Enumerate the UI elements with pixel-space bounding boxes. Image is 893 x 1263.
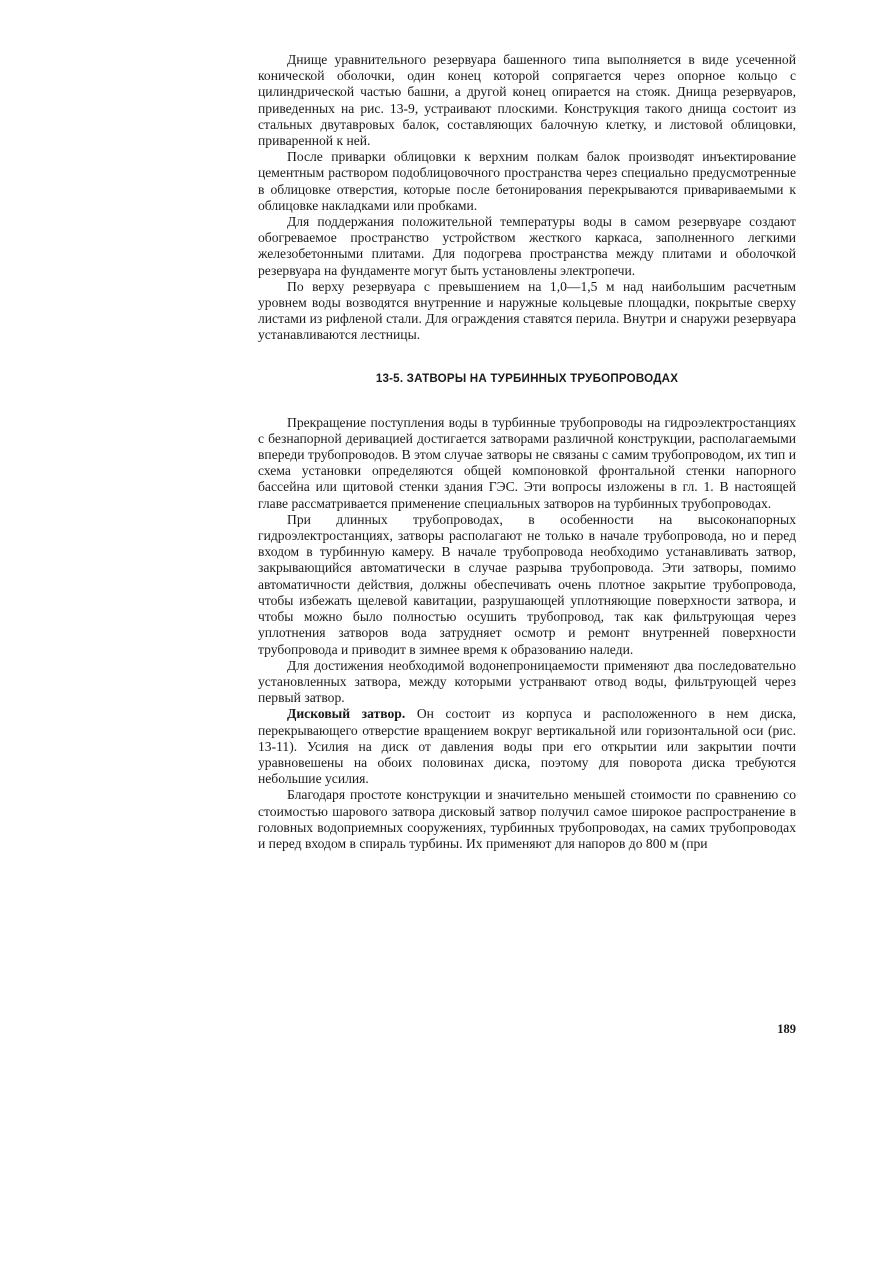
page-body [258,52,796,1036]
paragraph-water-cutoff: Прекращение поступления воды в турбинные трубопроводы на гидроэлектростанциях с безнапорной деривацией достигается затворами различной конструкции, располагаемыми впереди трубопроводов. В этом случае затворы не связаны с самим трубопроводом, их тип и схема установки определяются общей компоновкой фронтальной стенки напорного бассейна или щитовой стенки здания ГЭС. Эти вопросы изложены в гл. 1. В настоящей главе рассматривается применение специальных затворов на турбинных трубопроводах. [258,414,796,511]
disk-valve-lead: Дисковый затвор. [287,706,406,722]
section-heading: 13-5. ЗАТВОРЫ НА ТУРБИННЫХ ТРУБОПРОВОДАХ [375,371,679,385]
page-number: 189 [777,1022,796,1036]
disk-valve-text: Он состоит из корпуса и расположенного в нем диска, перекрывающего отверстие вращением вокруг вертикальной или горизонтальной оси (рис. 13-11). Усилия на диск от давления воды при его открытии или закрытии почти уравновешены на обоих половинах диска, поэтому для поворота диска требуются небольшие усилия. [258,706,796,787]
spacer [258,344,796,372]
paragraph-disk-valve [258,706,796,787]
paragraph-long-pipelines: При длинных трубопроводах, в особенности на высоконапорных гидроэлектростанциях, затворы располагают не только в начале трубопровода, но и перед входом в турбинную камеру. В начале трубопровода необходимо устанавливать затвор, закрывающийся автоматически в случае разрыва трубопровода. Эти затворы, помимо автоматичности действия, должны обеспечивать очень плотное закрытие трубопровода, чтобы избежать щелевой кавитации, разрушающей уплотняющие поверхности затвора, и чтобы можно было полностью осушить трубопровод, так как фильтрующая через уплотнения затворов вода затрудняет осмотр и ремонт внутренней поверхности трубопровода и приводит в зимнее время к образованию наледи. [258,511,796,657]
paragraph-platforms: По верху резервуара с превышением на 1,0—1,5 м над наибольшим расчетным уровнем воды возводятся внутренние и наружные кольцевые площадки, покрытые сверху листами из рифленой стали. Для ограждения ставятся перила. Внутри и снаружи резервуара устанавливаются лестницы. [258,278,796,343]
paragraph-tank-bottom: Днище уравнительного резервуара башенного типа выполняется в виде усеченной конической оболочки, один конец которой сопрягается через опорное кольцо с цилиндрической частью башни, а другой конец опирается на стояк. Днища резервуаров, приведенных на рис. 13-9, устраивают плоскими. Конструкция такого днища состоит из стальных двутавровых балок, составляющих балочную клетку, и листовой облицовки, приваренной к ней. [258,52,796,149]
paragraph-heating: Для поддержания положительной температуры воды в самом резервуаре создают обогреваемое пространство устройством жесткого каркаса, заполненного легкими железобетонными плитами. Для подогрева пространства между плитами и оболочкой резервуара на фундаменте могут быть установлены электропечи. [258,214,796,278]
paragraph-disk-valve-advantages: Благодаря простоте конструкции и значительно меньшей стоимости по сравнению со стоимостью шарового затвора дисковый затвор получил самое широкое распространение в головных водоприемных сооружениях, турбинных трубопроводах, на самих трубопроводах и перед входом в спираль турбины. Их применяют для напоров до 800 м (при [258,787,796,851]
paragraph-injection: После приварки облицовки к верхним полкам балок производят инъектирование цементным раствором подоблицовочного пространства через специально предусмотренные в облицовке отверстия, которые после бетонирования перекрываются привариваемыми к облицовке накладками или пробками. [258,149,796,213]
paragraph-watertightness: Для достижения необходимой водонепроницаемости применяют два последовательно установленных затвора, между которыми устранвают отвод воды, фильтрующей через первый затвор. [258,657,796,706]
